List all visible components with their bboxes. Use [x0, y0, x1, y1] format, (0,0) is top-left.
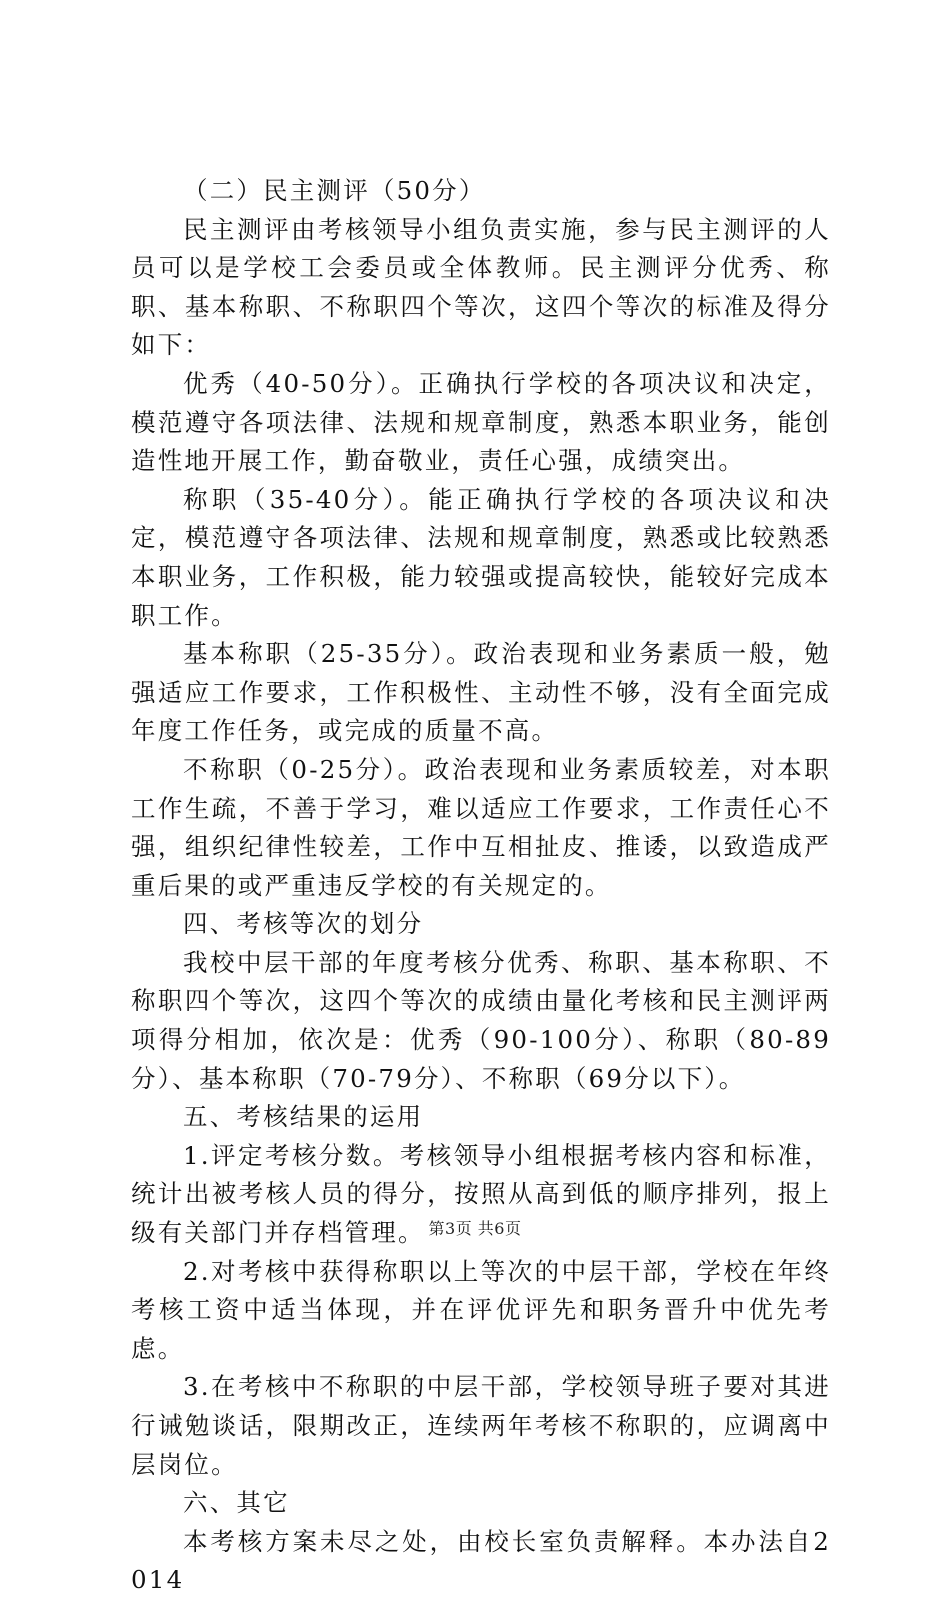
section-heading-result-application: 五、考核结果的运用 — [183, 1102, 424, 1132]
page-number-footer: 第3页 共6页 — [428, 1219, 522, 1238]
paragraph-result-item-3: 3.在考核中不称职的中层干部，学校领导班子要对其进行诫勉谈话，限期改正，连续两年考核不称职的，应调离中层岗位。 — [131, 1372, 831, 1479]
document-body — [131, 172, 831, 1600]
paragraph-grade-excellent: 优秀（40-50分）。正确执行学校的各项决议和决定，模范遵守各项法律、法规和规章制度，熟悉本职业务，能创造性地开展工作，勤奋敬业，责任心强，成绩突出。 — [131, 368, 831, 476]
section-heading-other: 六、其它 — [183, 1488, 290, 1518]
paragraph-democratic-evaluation-intro: 民主测评由考核领导小组负责实施，参与民主测评的人员可以是学校工会委员或全体教师。民主测评分优秀、称职、基本称职、不称职四个等次，这四个等次的标准及得分如下： — [131, 214, 831, 360]
section-heading-grade-division: 四、考核等次的划分 — [183, 909, 424, 939]
section-heading-democratic-evaluation: （二）民主测评（50分） — [183, 176, 486, 205]
paragraph-other: 本考核方案未尽之处，由校长室负责解释。本办法自2014 — [131, 1526, 831, 1595]
paragraph-grade-basically-competent: 基本称职（25-35分）。政治表现和业务素质一般，勉强适应工作要求，工作积极性、主动性不够，没有全面完成年度工作任务，或完成的质量不高。 — [131, 639, 831, 746]
paragraph-grade-division: 我校中层干部的年度考核分优秀、称职、基本称职、不称职四个等次，这四个等次的成绩由量化考核和民主测评两项得分相加，依次是：优秀（90-100分）、称职（80-89分）、基本称职（70-79分）、不称职（69分以下）。 — [131, 947, 831, 1093]
paragraph-result-item-2: 2.对考核中获得称职以上等次的中层干部，学校在年终考核工资中适当体现，并在评优评先和职务晋升中优先考虑。 — [131, 1256, 831, 1363]
paragraph-grade-incompetent: 不称职（0-25分）。政治表现和业务素质较差，对本职工作生疏，不善于学习，难以适应工作要求，工作责任心不强，组织纪律性较差，工作中互相扯皮、推诿，以致造成严重后果的或严重违反学校的有关规定的。 — [131, 754, 831, 900]
paragraph-result-item-1: 1.评定考核分数。考核领导小组根据考核内容和标准，统计出被考核人员的得分，按照从高到低的顺序排列，报上级有关部门并存档管理。 — [131, 1140, 831, 1248]
paragraph-grade-competent: 称职（35-40分）。能正确执行学校的各项决议和决定，模范遵守各项法律、法规和规章制度，熟悉或比较熟悉本职业务，工作积极，能力较强或提高较快，能较好完成本职工作。 — [131, 484, 831, 630]
